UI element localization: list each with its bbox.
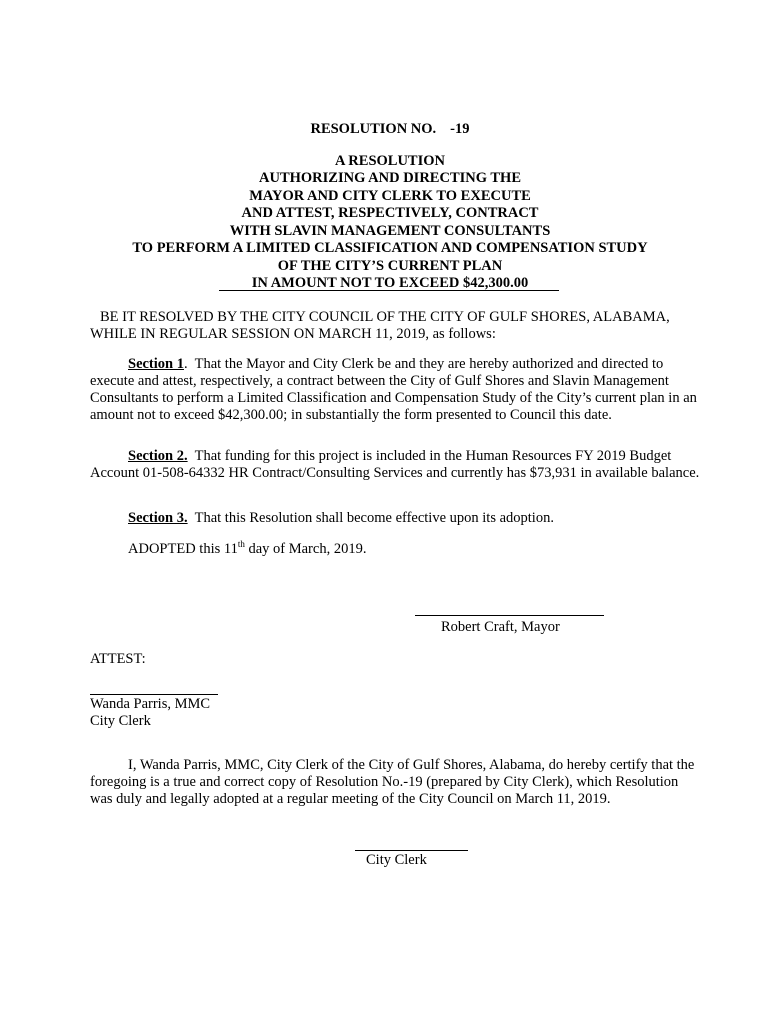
clerk-signature-line	[90, 694, 218, 695]
section-3-paragraph	[90, 510, 700, 527]
intro-text: BE IT RESOLVED BY THE CITY COUNCIL OF THE CITY OF GULF SHORES, ALABAMA, WHILE IN REGULAR SESSION ON MARCH 11, 2019, as follows:	[90, 309, 670, 342]
title-line: IN AMOUNT NOT TO EXCEED $42,300.00	[251, 275, 529, 291]
city-clerk-signature-line	[355, 850, 468, 851]
section-1-paragraph	[90, 356, 700, 424]
certification-paragraph	[90, 757, 700, 808]
resolution-label: RESOLUTION NO.	[310, 121, 437, 137]
adopted-paragraph	[90, 541, 700, 558]
city-clerk-title: City Clerk	[366, 852, 427, 868]
title-line: AUTHORIZING AND DIRECTING THE	[259, 170, 521, 186]
title-line: WITH SLAVIN MANAGEMENT CONSULTANTS	[229, 222, 551, 239]
resolution-number: -19	[450, 121, 470, 137]
adopted-prefix: ADOPTED this 11	[128, 541, 238, 557]
resolution-number-line	[0, 121, 770, 139]
mayor-name: Robert Craft, Mayor	[441, 619, 560, 635]
section-3-label: Section 3.	[128, 510, 188, 526]
section-3-text: That this Resolution shall become effective upon its adoption.	[194, 510, 554, 526]
section-1-punct: .	[183, 356, 188, 372]
section-1-label: Section 1	[128, 356, 184, 372]
adopted-sup: th	[237, 539, 245, 550]
section-2-paragraph	[90, 448, 700, 482]
attest-label: ATTEST:	[90, 651, 146, 667]
clerk-name: Wanda Parris, MMC	[90, 696, 211, 712]
adopted-suffix: day of March, 2019.	[248, 541, 367, 557]
title-line: OF THE CITY’S CURRENT PLAN	[277, 257, 503, 274]
section-2-text: That funding for this project is included in the Human Resources FY 2019 Budget Account 01-508-64332 HR Contract/Consulting Services and currently has $73,931 in available balance.	[90, 448, 700, 481]
title-line: A RESOLUTION	[335, 152, 445, 169]
certification-text: I, Wanda Parris, MMC, City Clerk of the City of Gulf Shores, Alabama, do hereby certify that the foregoing is a true and correct copy of Resolution No.-19 (prepared by City Clerk), which Resolution was duly and legally adopted at a regular meeting of the City Council on March 11, 2019.	[90, 757, 695, 807]
resolution-heading	[0, 121, 770, 293]
section-1-text: That the Mayor and City Clerk be and they are hereby authorized and directed to execute and attest, respectively, a contract between the City of Gulf Shores and Slavin Management Consultants to perform a Limited Classification and Compensation Study of the City’s current plan in an amount not to exceed $42,300.00; in substantially the form presented to Council this date.	[90, 356, 697, 423]
mayor-signature-line	[415, 615, 604, 616]
title-line: MAYOR AND CITY CLERK TO EXECUTE	[249, 187, 531, 204]
section-2-label: Section 2.	[128, 448, 188, 464]
title-divider	[219, 290, 559, 291]
clerk-title: City Clerk	[90, 713, 151, 729]
title-line: AND ATTEST, RESPECTIVELY, CONTRACT	[241, 205, 539, 221]
title-line: TO PERFORM A LIMITED CLASSIFICATION AND COMPENSATION STUDY	[132, 240, 648, 256]
intro-paragraph	[90, 309, 700, 343]
